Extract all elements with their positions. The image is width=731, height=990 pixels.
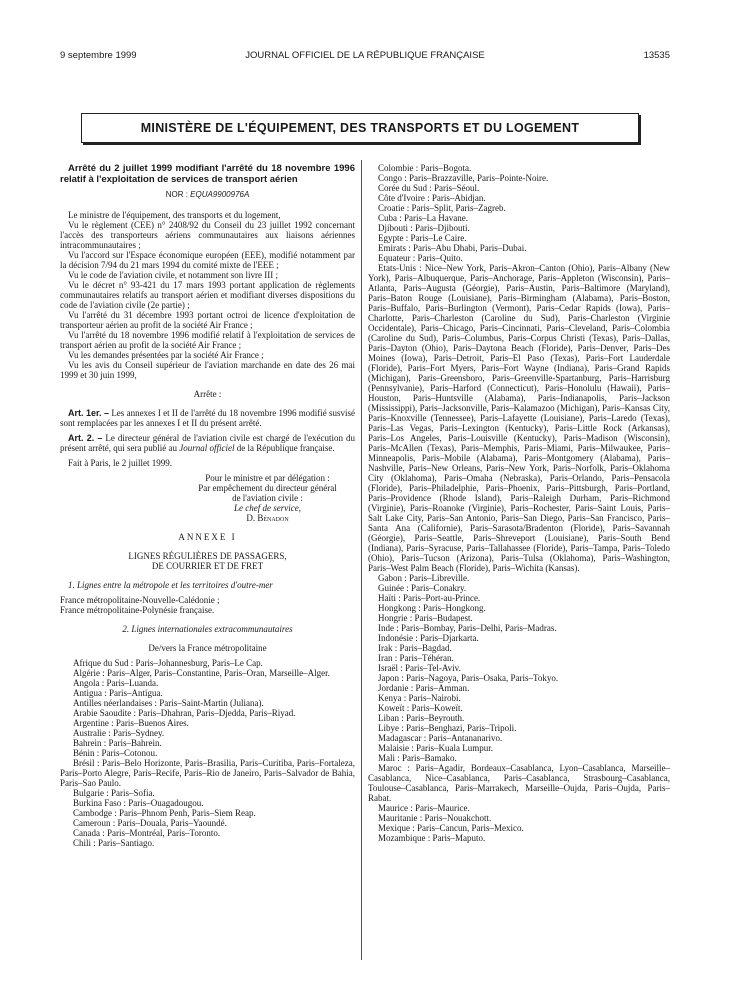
- route-item: Gabon : Paris–Libreville.: [378, 573, 470, 583]
- section-1-heading: 1. Lignes entre la métropole et les territoires d'outre-mer: [68, 580, 273, 590]
- done-at-line: Fait à Paris, le 2 juillet 1999.: [68, 458, 172, 468]
- route-item: Emirats : Paris–Abu Dhabi, Paris–Dubai.: [378, 243, 527, 253]
- preamble-line: Vu l'arrêté du 31 décembre 1993 portant octroi de licence d'exploitation de transporteur aérien au profit de la société Air France ;: [60, 310, 355, 330]
- route-item: Cambodge : Paris–Phnom Penh, Paris–Siem Reap.: [73, 808, 256, 818]
- article-2-text-a: Le directeur général de l'aviation civile est chargé de l'exécution du présent arrêté, qui sera publié au: [60, 433, 356, 453]
- route-item: Libye : Paris–Benghazi, Paris–Tripoli.: [378, 723, 517, 733]
- article-2-text-b: de la République française.: [236, 443, 335, 453]
- route-item: Bulgarie : Paris–Sofia.: [73, 788, 155, 798]
- left-column: [60, 164, 355, 848]
- route-item: Algérie : Paris–Alger, Paris–Constantine, Paris–Oran, Marseille–Alger.: [73, 668, 330, 678]
- annexe-subtitle-2: DE COURRIER ET DE FRET: [151, 561, 264, 571]
- signature-line: de l'aviation civile :: [232, 493, 303, 503]
- route-item: Congo : Paris–Brazzaville, Paris–Pointe-Noire.: [378, 173, 549, 183]
- route-item: Brésil : Paris–Belo Horizonte, Paris–Brasilia, Paris–Curitiba, Paris–Fortaleza, Paris–Porto Alegre, Paris–Recife, Paris–Rio de Janeiro, Paris–Salvador de Bahia, Paris–Sao Paulo.: [60, 758, 355, 788]
- article-2-label: Art. 2. –: [68, 433, 103, 443]
- signature-name: D. Bénadon: [246, 513, 289, 523]
- route-item: Canada : Paris–Montréal, Paris–Toronto.: [73, 828, 221, 838]
- route-item: Mexique : Paris–Cancun, Paris–Mexico.: [378, 823, 524, 833]
- route-item: Cuba : Paris–La Havane.: [378, 213, 468, 223]
- route-item: Irak : Paris–Bagdad.: [378, 643, 452, 653]
- section-1-item: France métropolitaine-Nouvelle-Calédonie ;: [60, 595, 220, 605]
- route-item: Liban : Paris–Beyrouth.: [378, 713, 465, 723]
- article-1-text: Les annexes I et II de l'arrêté du 18 novembre 1996 modifié susvisé sont remplacées par les annexes I et II du présent arrêté.: [60, 408, 355, 428]
- route-item: Hongkong : Paris–Hongkong.: [378, 603, 486, 613]
- preamble-line: Vu les avis du Conseil supérieur de l'aviation marchande en date des 26 mai 1999 et 30 juin 1999,: [60, 360, 355, 380]
- preamble-line: Vu l'arrêté du 18 novembre 1996 modifié relatif à l'exploitation de services de transport aérien au profit de la société Air France ;: [60, 330, 355, 350]
- route-item: Colombie : Paris–Bogota.: [378, 163, 472, 173]
- route-item: Australie : Paris–Sydney.: [73, 728, 165, 738]
- preamble-line: Vu le décret n° 93-421 du 17 mars 1993 portant application de règlements communautaires relatifs au transport aérien et modifiant diverses dispositions du code de l'aviation civile (2e partie) ;: [60, 280, 355, 310]
- annexe-subtitle-1: LIGNES RÉGULIÈRES DE PASSAGERS,: [128, 551, 287, 561]
- article-1: [60, 408, 355, 428]
- route-item: Afrique du Sud : Paris–Johannesburg, Paris–Le Cap.: [73, 658, 263, 668]
- route-item: Iran : Paris–Téhéran.: [378, 653, 454, 663]
- preamble: [60, 210, 355, 380]
- route-item: Malaisie : Paris–Kuala Lumpur.: [378, 743, 493, 753]
- route-item: Arabie Saoudite : Paris–Dhahran, Paris–Djedda, Paris–Riyad.: [73, 708, 296, 718]
- section-1-item: France métropolitaine-Polynésie française.: [60, 605, 215, 615]
- signature-line: Par empêchement du directeur général: [198, 483, 337, 493]
- article-1-label: Art. 1er. –: [68, 408, 110, 418]
- route-list-right: [368, 163, 670, 843]
- page-header: [60, 50, 670, 64]
- route-item: Côte d'Ivoire : Paris–Abidjan.: [378, 193, 486, 203]
- header-journal-title: JOURNAL OFFICIEL DE LA RÉPUBLIQUE FRANÇAISE: [245, 50, 485, 61]
- decree-title: Arrêté du 2 juillet 1999 modifiant l'arrêté du 18 novembre 1996 relatif à l'exploitation de services de transport aérien: [60, 163, 355, 185]
- preamble-line: Vu les demandes présentées par la société Air France ;: [68, 350, 264, 360]
- route-item: Corée du Sud : Paris–Séoul.: [378, 183, 480, 193]
- article-2: [60, 433, 355, 453]
- signature-block: [180, 473, 355, 523]
- column-divider: [361, 160, 362, 960]
- route-item: Angola : Paris–Luanda.: [73, 678, 159, 688]
- ministry-title: MINISTÈRE DE L'ÉQUIPEMENT, DES TRANSPORTS ET DU LOGEMENT: [140, 121, 580, 135]
- nor-label: NOR :: [165, 190, 188, 199]
- route-item: Chili : Paris–Santiago.: [73, 838, 155, 848]
- route-item: Guinée : Paris–Conakry.: [378, 583, 467, 593]
- signature-line: Pour le ministre et par délégation :: [205, 473, 330, 483]
- header-date: 9 septembre 1999: [60, 50, 137, 61]
- route-item: Maurice : Paris–Maurice.: [378, 803, 470, 813]
- route-item: Egypte : Paris–Le Caire.: [378, 233, 467, 243]
- header-page-number: 13535: [643, 50, 670, 61]
- nor-reference: [60, 190, 355, 200]
- route-item: Croatie : Paris–Split, Paris–Zagreb.: [378, 203, 506, 213]
- section-2-heading: 2. Lignes internationales extracommunautaires: [122, 624, 293, 634]
- route-item: Koweït : Paris–Koweït.: [378, 703, 463, 713]
- route-item: Equateur : Paris–Quito.: [378, 253, 463, 263]
- right-column: [368, 163, 670, 843]
- nor-code: EQUA9900976A: [190, 190, 250, 199]
- preamble-line: Le ministre de l'équipement, des transports et du logement,: [68, 210, 281, 220]
- preamble-line: Vu le règlement (CEE) n° 2408/92 du Conseil du 23 juillet 1992 concernant l'accès des transporteurs aériens communautaires aux liaisons aériennes intracommunautaires ;: [60, 220, 355, 250]
- route-item: Maroc : Paris–Agadir, Bordeaux–Casablanca, Lyon–Casablanca, Marseille–Casablanca, Nice–Casablanca, Paris–Casablanca, Strasbourg–Casablanca, Toulouse–Casablanca, Paris–Marrakech, Marseille–Oujda, Paris–Oujda, Paris–Rabat.: [368, 763, 670, 803]
- route-item: Djibouti : Paris–Djibouti.: [378, 223, 470, 233]
- route-item: Indonésie : Paris–Djarkarta.: [378, 633, 479, 643]
- signature-role: Le chef de service,: [234, 503, 301, 513]
- route-item: Cameroun : Paris–Douala, Paris–Yaoundé.: [73, 818, 227, 828]
- route-item: Madagascar : Paris–Antananarivo.: [378, 733, 503, 743]
- route-item: Antilles néerlandaises : Paris–Saint-Martin (Juliana).: [73, 698, 264, 708]
- preamble-line: Vu le code de l'aviation civile, et notamment son livre III ;: [68, 270, 279, 280]
- route-item: Burkina Faso : Paris–Ouagadougou.: [73, 798, 204, 808]
- route-list-left: [60, 658, 355, 848]
- route-item: Mozambique : Paris–Maputo.: [378, 833, 486, 843]
- route-item: Inde : Paris–Bombay, Paris–Delhi, Paris–Madras.: [378, 623, 557, 633]
- section-2-subheading: De/vers la France métropolitaine: [148, 643, 267, 653]
- route-item: Haïti : Paris–Port-au-Prince.: [378, 593, 481, 603]
- route-item: Kenya : Paris–Nairobi.: [378, 693, 461, 703]
- route-item: Japon : Paris–Nagoya, Paris–Osaka, Paris–Tokyo.: [378, 673, 559, 683]
- route-item: Bahrein : Paris–Bahrein.: [73, 738, 162, 748]
- annexe-heading: ANNEXE I: [178, 532, 237, 542]
- route-item: Jordanie : Paris–Amman.: [378, 683, 470, 693]
- route-item: Argentine : Paris–Buenos Aires.: [73, 718, 189, 728]
- preamble-line: Vu l'accord sur l'Espace économique européen (EEE), modifié notamment par la décision 7/94 du 21 mars 1994 du comité mixte de l'EEE ;: [60, 250, 355, 270]
- route-item: Hongrie : Paris–Budapest.: [378, 613, 473, 623]
- ministry-banner: [81, 113, 639, 143]
- route-item: Israël : Paris–Tel-Aviv.: [378, 663, 461, 673]
- route-item: Mali : Paris–Bamako.: [378, 753, 457, 763]
- route-item: Bénin : Paris–Cotonou.: [73, 748, 158, 758]
- route-item-etats-unis: Etats-Unis : Nice–New York, Paris–Akron–Canton (Ohio), Paris–Albany (New York), Paris–Albuquerque, Paris–Anchorage, Paris–Appleton (Wisconsin), Paris–Atlanta, Paris–Augusta (Géorgie), Paris–Austin, Paris–Baltimore (Maryland), Paris–Baton Rouge (Louisiane), Paris–Birmingham (Alabama), Paris–Boston, Paris–Buffalo, Paris–Burlington (Vermont), Paris–Cedar Rapids (Iowa), Paris–Charlotte, Paris–Charleston (Caroline du Sud), Paris–Charleston (Virginie Occidentale), Paris–Chicago, Paris–Cincinnati, Paris–Cleveland, Paris–Colombia (Caroline du Sud), Paris–Columbus, Paris–Corpus Christi (Texas), Paris–Dallas, Paris–Dayton (Ohio), Paris–Daytona Beach (Floride), Paris–Denver, Paris–Des Moines (Iowa), Paris–Detroit, Paris–El Paso (Texas), Paris–Fort Lauderdale (Floride), Paris–Fort Myers, Paris–Fort Wayne (Indiana), Paris–Grand Rapids (Michigan), Paris–Greensboro, Paris–Greenville-Spartanburg, Paris–Harrisburg (Pennsylvanie), Paris–Harford (Connecticut), Paris–Honolulu (Hawaii), Paris–Houston, Paris–Huntsville (Alabama), Paris–Indianapolis, Paris–Jackson (Mississippi), Paris–Jacksonville, Paris–Kalamazoo (Michigan), Paris–Kansas City, Paris–Knoxville (Tennessee), Paris–Lafayette (Louisiane), Paris–Laredo (Texas), Paris–Las Vegas, Paris–Lexington (Kentucky), Paris–Little Rock (Arkansas), Paris–Los Angeles, Paris–Louisville (Kentucky), Paris–Madison (Wisconsin), Paris–McAllen (Texas), Paris–Memphis, Paris–Miami, Paris–Milwaukee, Paris–Minneapolis, Paris–Mobile (Alabama), Paris–Montgomery (Alabama), Paris–Nashville, Paris–New Orleans, Paris–New York, Paris–Norfolk, Paris–Oklahoma City (Oklahoma), Paris–Omaha (Nebraska), Paris–Orlando, Paris–Pensacola (Floride), Paris–Philadelphie, Paris–Phoenix, Paris–Pittsburgh, Paris–Portland, Paris–Providence (Rhode Island), Paris–Raleigh Durham, Paris–Richmond (Virginie), Paris–Roanoke (Virginie), Paris–Rochester, Paris–Saint Louis, Paris–Salt Lake City, Paris–San Antonio, Paris–San Diego, Paris–San Francisco, Paris–Santa Ana (Californie), Paris–Sarasota/Bradenton (Floride), Paris–Savannah (Géorgie), Paris–Seattle, Paris–Shreveport (Louisiane), Paris–South Bend (Indiana), Paris–Syracuse, Paris–Tallahassee (Floride), Paris–Tampa, Paris–Toledo (Ohio), Paris–Tucson (Arizona), Paris–Tulsa (Oklahoma), Paris–Washington, Paris–West Palm Beach (Floride), Paris–Wichita (Kansas).: [368, 263, 670, 573]
- route-item: Antigua : Paris–Antigua.: [73, 688, 163, 698]
- route-item: Mauritanie : Paris–Nouakchott.: [378, 813, 492, 823]
- article-2-journal: Journal officiel: [179, 443, 235, 453]
- arrete-heading: Arrête :: [193, 389, 222, 399]
